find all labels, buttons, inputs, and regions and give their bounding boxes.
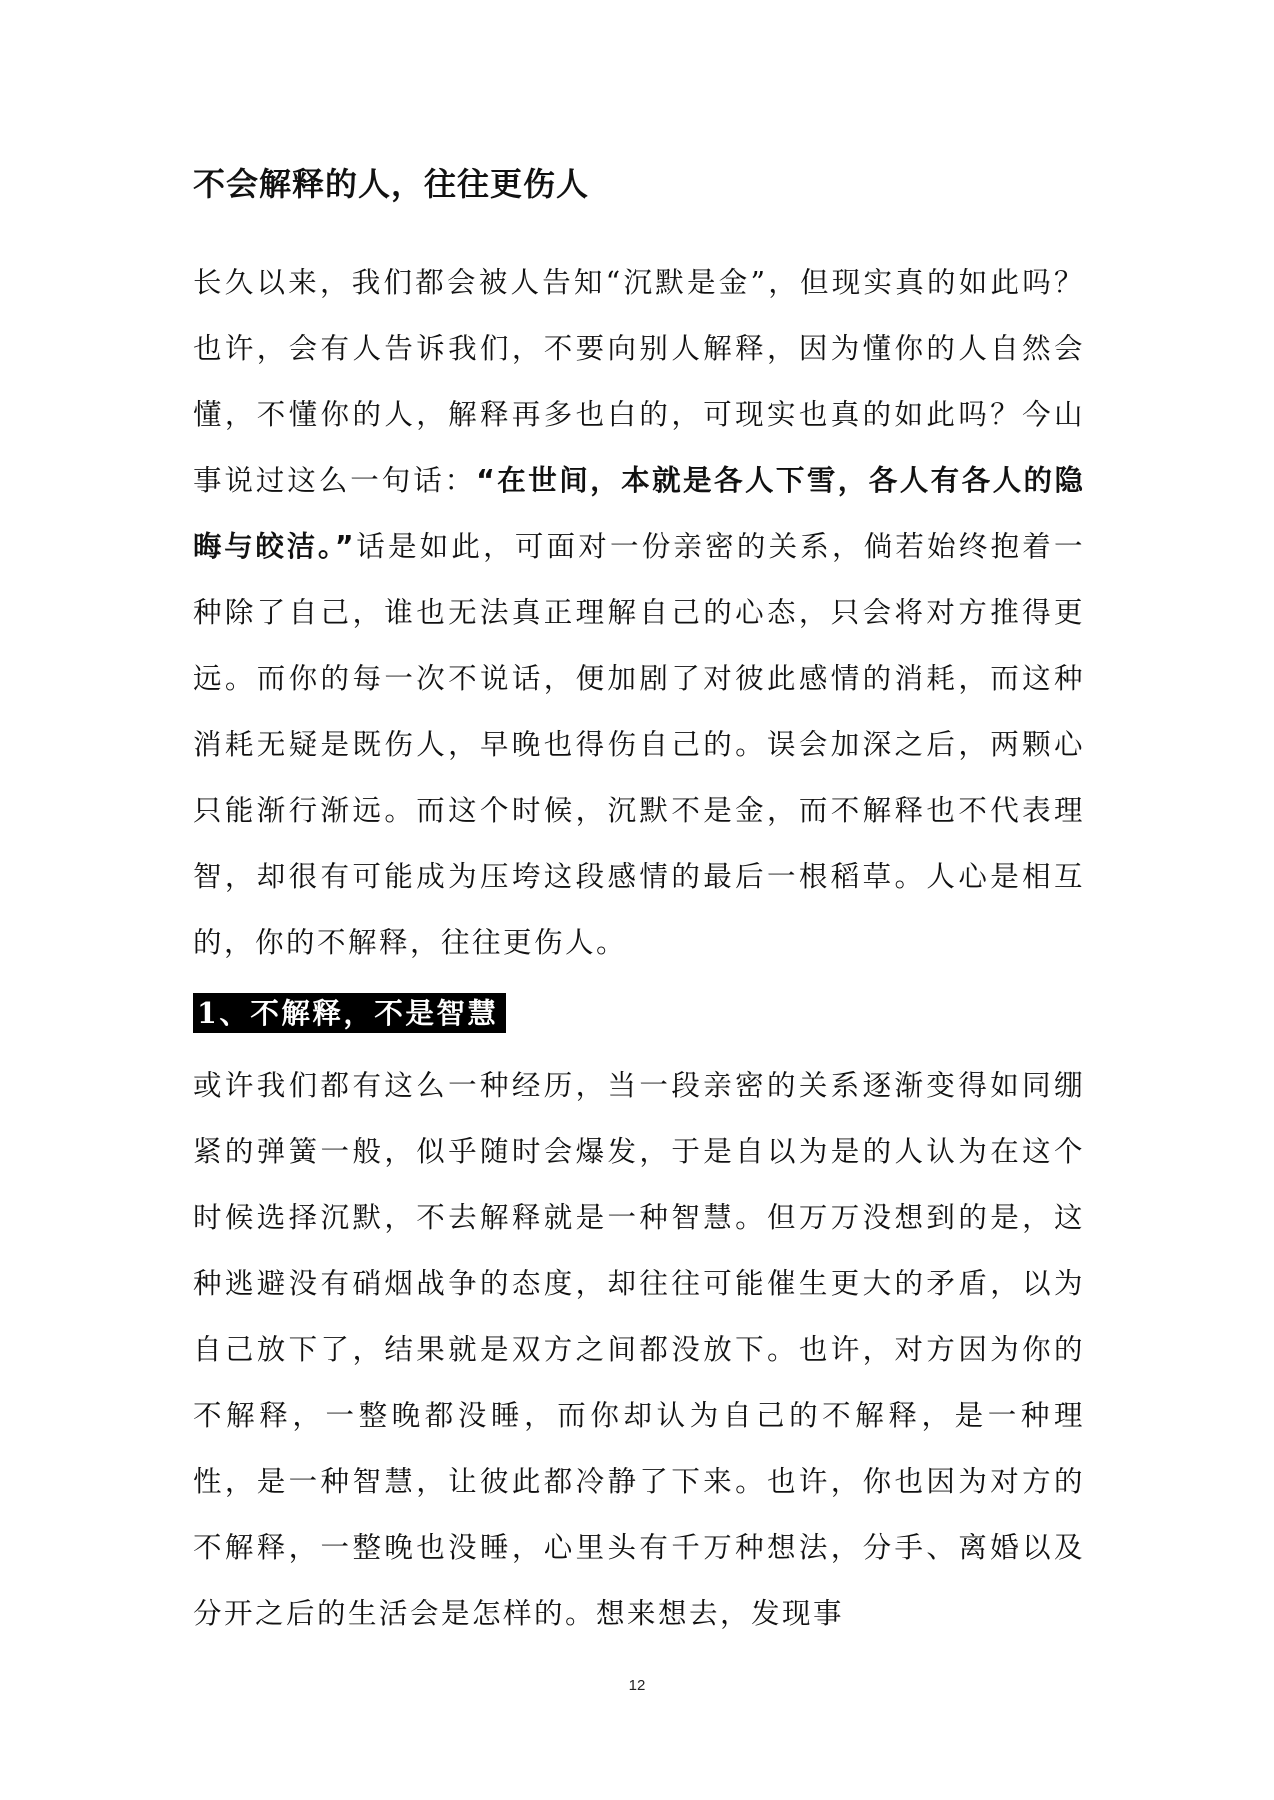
intro-paragraph xyxy=(193,250,1085,976)
intro-text-after-quote: 话是如此，可面对一份亲密的关系，倘若始终抱着一种除了自己，谁也无法真正理解自己的心态，只会将对方推得更远。而你的每一次不说话，便加剧了对彼此感情的消耗，而这种消耗无疑是既伤人，早晚也得伤自己的。误会加深之后，两颗心只能渐行渐远。而这个时候，沉默不是金，而不解释也不代表理智，却很有可能成为压垮这段感情的最后一根稻草。人心是相互的，你的不解释，往往更伤人。 xyxy=(193,530,1085,959)
section-heading-1: 1、不解释，不是智慧 xyxy=(193,993,506,1033)
section-1-paragraph: 或许我们都有这么一种经历，当一段亲密的关系逐渐变得如同绷紧的弹簧一般，似乎随时会爆发，于是自以为是的人认为在这个时候选择沉默，不去解释就是一种智慧。但万万没想到的是，这种逃避没有硝烟战争的态度，却往往可能催生更大的矛盾，以为自己放下了，结果就是双方之间都没放下。也许，对方因为你的不解释，一整晚都没睡，而你却认为自己的不解释，是一种理性，是一种智慧，让彼此都冷静了下来。也许，你也因为对方的不解释，一整晚也没睡，心里头有千万种想法，分手、离婚以及分开之后的生活会是怎样的。想来想去，发现事 xyxy=(193,1069,1085,1630)
page-number: 12 xyxy=(628,1677,646,1694)
highlighted-quote: “在世间，本就是各人下雪，各人有各人的隐晦与皎洁。” xyxy=(193,464,1085,563)
article-title: 不会解释的人，往往更伤人 xyxy=(193,165,590,203)
intro-text-before-quote: 长久以来，我们都会被人告知“沉默是金”，但现实真的如此吗？也许，会有人告诉我们，不要向别人解释，因为懂你的人自然会懂，不懂你的人，解释再多也白的，可现实也真的如此吗？今山事说过这么一句话： xyxy=(193,266,1085,497)
